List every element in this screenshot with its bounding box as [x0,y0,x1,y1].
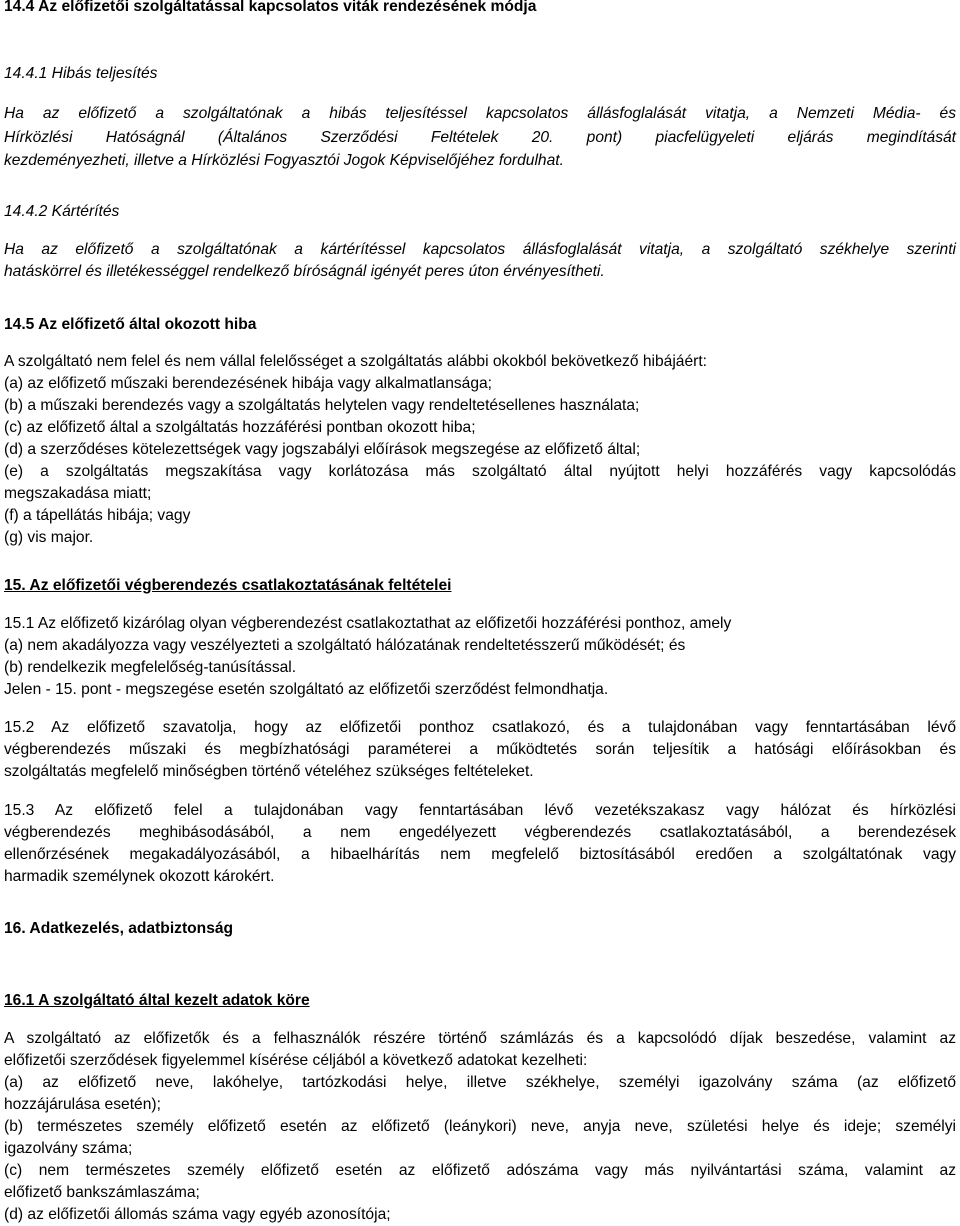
paragraph-line: előfizetői szerződések figyelemmel kísérése céljából a következő adatokat kezelheti: [4,1052,588,1069]
paragraph-line: Ha az előfizető a szolgáltatónak a hibás teljesítéssel kapcsolatos állásfoglalását vitatja, a Nemzeti Média- és [4,105,956,122]
list-item: (a) az előfizető műszaki berendezésének hibája vagy alkalmatlansága; [4,375,493,392]
list-item-continuation: igazolvány száma; [4,1140,133,1157]
list-item: (c) nem természetes személy előfizető esetén az előfizető adószáma vagy más nyilvántartási száma, valamint az [4,1162,956,1179]
paragraph-line: A szolgáltató az előfizetők és a felhasználók részére történő számlázás és a kapcsolódó díjak beszedése, valamint az [4,1030,956,1047]
section-heading-15: 15. Az előfizetői végberendezés csatlakoztatásának feltételei [4,577,452,594]
list-item: (c) az előfizető által a szolgáltatás hozzáférési pontban okozott hiba; [4,419,476,436]
list-item: (a) nem akadályozza vagy veszélyezteti a szolgáltató hálózatának rendeltetésszerű működését; és [4,637,686,654]
paragraph-line: végberendezés meghibásodásából, a nem engedélyezett végberendezés csatlakoztatásából, a berendezések [4,824,956,841]
list-item-continuation: hozzájárulása esetén); [4,1096,161,1113]
paragraph-line: 15.2 Az előfizető szavatolja, hogy az előfizetői ponthoz csatlakozó, és a tulajdonában vagy fenntartásában lévő [4,719,956,736]
paragraph-line: Hírközlési Hatóságnál (Általános Szerződési Feltételek 20. pont) piacfelügyeleti eljárás megindítását [4,129,956,146]
list-item: (g) vis major. [4,529,94,546]
paragraph-line: 15.3 Az előfizető felel a tulajdonában vagy fenntartásában lévő vezetékszakasz vagy hálózat és hírközlési [4,802,956,819]
list-item: (b) rendelkezik megfelelőség-tanúsítással. [4,659,297,676]
subsection-heading-14-4-1: 14.4.1 Hibás teljesítés [4,65,158,82]
section-heading-14-5: 14.5 Az előfizető által okozott hiba [4,316,257,333]
list-item-continuation: előfizető bankszámlaszáma; [4,1184,200,1201]
list-item: (a) az előfizető neve, lakóhelye, tartózkodási helye, illetve székhelye, személyi igazolvány száma (az előfizető [4,1074,956,1091]
list-item: (f) a tápellátás hibája; vagy [4,507,191,524]
list-item: (b) természetes személy előfizető esetén az előfizető (leánykori) neve, anyja neve, születési helye és ideje; személyi [4,1118,956,1135]
paragraph-line: Ha az előfizető a szolgáltatónak a kártérítéssel kapcsolatos állásfoglalását vitatja, a szolgáltató székhelye szerinti [4,241,956,258]
paragraph-line: ellenőrzésének megakadályozásából, a hibaelhárítás nem megfelelő biztosításából eredően a szolgáltatónak vagy [4,846,956,863]
paragraph-line: szolgáltatás megfelelő minőségben történő vételéhez szükséges feltételeket. [4,763,534,780]
subsection-heading-16-1: 16.1 A szolgáltató által kezelt adatok köre [4,992,310,1009]
list-item-continuation: megszakadása miatt; [4,485,152,502]
paragraph-line: hatáskörrel és illetékességgel rendelkező bíróságnál igényét peres úton érvényesítheti. [4,263,605,280]
paragraph-line: A szolgáltató nem felel és nem vállal felelősséget a szolgáltatás alábbi okokból bekövetkező hibájáért: [4,353,708,370]
section-heading-14-4: 14.4 Az előfizetői szolgáltatással kapcsolatos viták rendezésének módja [4,0,537,15]
paragraph-line: 15.1 Az előfizető kizárólag olyan végberendezést csatlakoztathat az előfizetői hozzáférési ponthoz, amely [4,615,732,632]
section-heading-16: 16. Adatkezelés, adatbiztonság [4,920,234,937]
list-item: (d) az előfizetői állomás száma vagy egyéb azonosítója; [4,1206,391,1223]
paragraph-line: végberendezés műszaki és megbízhatósági paraméterei a működtetés során teljesítik a hatósági előírásokban és [4,741,956,758]
list-item: (e) a szolgáltatás megszakítása vagy korlátozása más szolgáltató által nyújtott helyi hozzáférés vagy kapcsolódás [4,463,956,480]
list-item: (b) a műszaki berendezés vagy a szolgáltatás helytelen vagy rendeltetésellenes használata; [4,397,640,414]
paragraph-line: Jelen - 15. pont - megszegése esetén szolgáltató az előfizetői szerződést felmondhatja. [4,681,609,698]
subsection-heading-14-4-2: 14.4.2 Kártérítés [4,203,120,220]
paragraph-line: harmadik személynek okozott károkért. [4,868,275,885]
paragraph-line: kezdeményezheti, illetve a Hírközlési Fogyasztói Jogok Képviselőjéhez fordulhat. [4,152,564,169]
list-item: (d) a szerződéses kötelezettségek vagy jogszabályi előírások megszegése az előfizető által; [4,441,641,458]
